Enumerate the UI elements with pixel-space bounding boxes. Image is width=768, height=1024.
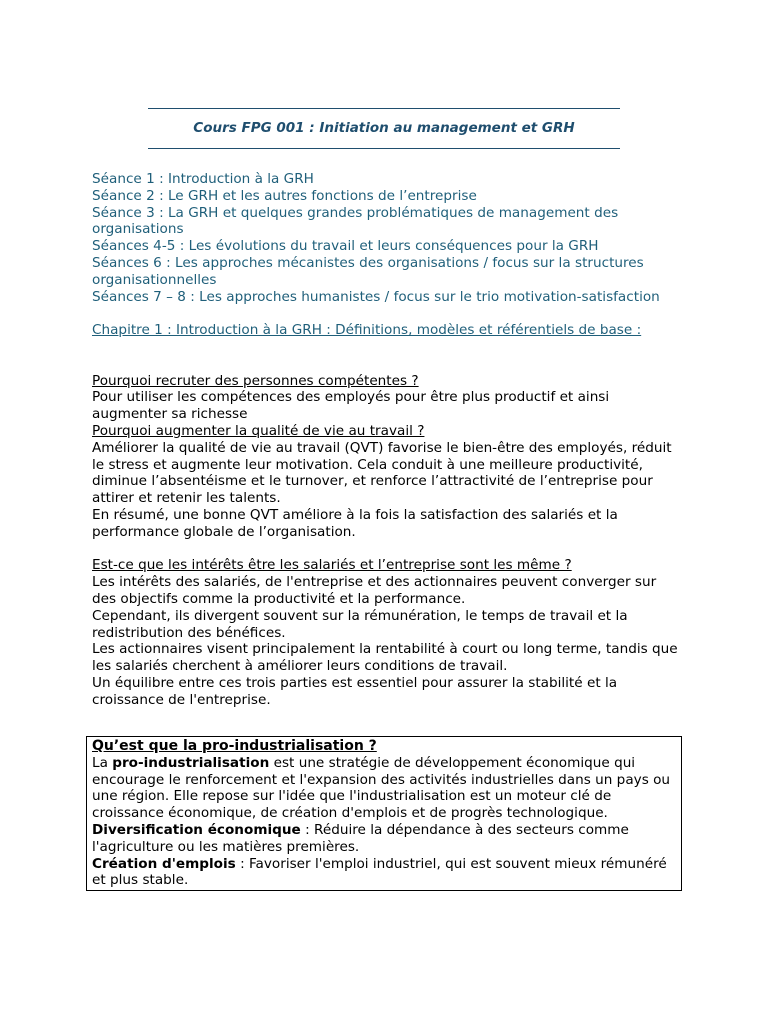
title-bottom-rule: [148, 148, 620, 149]
answer-paragraph: Pour utiliser les compétences des employés pour être plus productif et ainsi augmenter sa richesse: [92, 389, 610, 423]
chapter-heading: Chapitre 1 : Introduction à la GRH : Définitions, modèles et référentiels de base :: [92, 322, 642, 339]
document-title: Cours FPG 001 : Initiation au management et GRH: [193, 120, 575, 136]
box-intro-text: est une stratégie de développement économique qui encourage le renforcement et l'expansion des activités industrielles dans un pays ou une région. Elle repose sur l'idée que l'industrialisation est un moteur clé de croissance économique, de création d'emplois et de progrès technologique.: [92, 754, 671, 822]
answer-paragraph: Améliorer la qualité de vie au travail (QVT) favorise le bien-être des employés, réduit le stress et augmente leur motivation. Cela conduit à une meilleure productivité, diminue l’absentéisme et le turnover, et renforce l’attractivité de l’entreprise pour attirer et retenir les talents.: [92, 439, 672, 507]
section-interets: [92, 557, 682, 708]
box-title: Qu’est que la pro-industrialisation ?: [92, 738, 377, 754]
box-objective-item: [92, 856, 676, 890]
objective-term: Création d'emplois: [92, 855, 236, 872]
seance-item: Séances 7 – 8 : Les approches humanistes / focus sur le trio motivation-satisfaction: [92, 288, 660, 305]
seance-list: [92, 171, 682, 305]
document-body: [92, 171, 682, 709]
box-intro: [92, 755, 676, 822]
pro-industrialisation-box: [86, 736, 682, 891]
objective-text: : Réduire la dépendance à des secteurs comme l'agriculture ou les matières premières.: [92, 821, 629, 855]
objective-text: : Favoriser l'emploi industriel, qui est souvent mieux rémunéré et plus stable.: [92, 855, 667, 889]
section-competences: [92, 373, 682, 541]
objective-term: Diversification économique: [92, 821, 301, 838]
seance-item: Séances 6 : Les approches mécanistes des organisations / focus sur la structures organisationnelles: [92, 254, 644, 288]
box-intro-prefix: La: [92, 754, 113, 771]
title-top-rule: [148, 108, 620, 109]
box-intro-term: pro-industrialisation: [112, 754, 270, 771]
answer-paragraph: Un équilibre entre ces trois parties est essentiel pour assurer la stabilité et la croissance de l'entreprise.: [92, 674, 618, 708]
answer-paragraph: Les intérêts des salariés, de l'entreprise et des actionnaires peuvent converger sur des objectifs comme la productivité et la performance.: [92, 574, 657, 607]
question-heading: Pourquoi augmenter la qualité de vie au travail ?: [92, 422, 425, 439]
answer-paragraph: Cependant, ils divergent souvent sur la rémunération, le temps de travail et la redistribution des bénéfices.: [92, 607, 628, 641]
seance-item: Séance 2 : Le GRH et les autres fonctions de l’entreprise: [92, 187, 477, 204]
answer-paragraph: Les actionnaires visent principalement la rentabilité à court ou long terme, tandis que les salariés cherchent à améliorer leurs conditions de travail.: [92, 641, 678, 675]
question-heading: Est-ce que les intérêts être les salariés et l’entreprise sont les même ?: [92, 557, 572, 574]
seance-item: Séance 1 : Introduction à la GRH: [92, 171, 314, 187]
answer-paragraph: En résumé, une bonne QVT améliore à la fois la satisfaction des salariés et la performance globale de l’organisation.: [92, 506, 618, 540]
box-objective-item: [92, 822, 676, 856]
seance-item: Séances 4-5 : Les évolutions du travail et leurs conséquences pour la GRH: [92, 238, 599, 255]
seance-item: Séance 3 : La GRH et quelques grandes problématiques de management des organisations: [92, 204, 619, 238]
question-heading: Pourquoi recruter des personnes compétentes ?: [92, 372, 419, 389]
